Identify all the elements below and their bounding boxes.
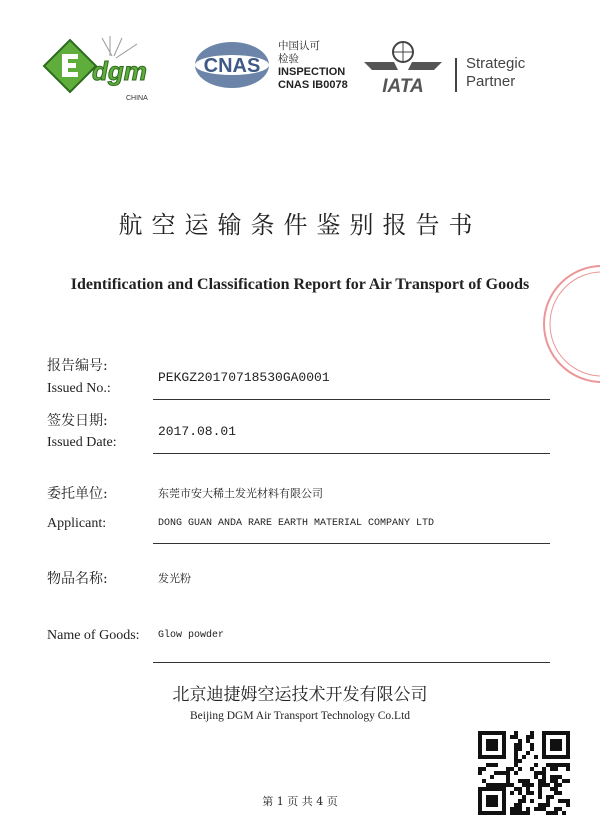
report-title-en: Identification and Classification Report for Air Transport of Goods [70, 276, 530, 293]
iata-logo-text: IATA [382, 76, 424, 96]
partner-line1: Strategic [466, 55, 526, 72]
applicant-underline [153, 543, 550, 544]
iata-logo [362, 40, 444, 96]
goods-label-cn: 物品名称: [47, 571, 108, 587]
cnas-inspection: INSPECTION [278, 66, 346, 78]
company-name-cn: 北京迪捷姆空运技术开发有限公司 [172, 685, 428, 705]
applicant-label-cn: 委托单位: [47, 486, 108, 502]
issued-date-label-cn: 签发日期: [47, 413, 108, 429]
page-number: 第 1 页 共 4 页 [262, 795, 338, 808]
dgm-logo-sub: CHINA [126, 95, 148, 102]
goods-value-cn: 发光粉 [158, 572, 191, 585]
goods-value-en: Glow powder [158, 630, 225, 641]
applicant-value-en: DONG GUAN ANDA RARE EARTH MATERIAL COMPANY LTD [158, 518, 435, 529]
company-name-en: Beijing DGM Air Transport Technology Co.Ltd [189, 710, 411, 722]
report-title-cn: 航空运输条件鉴别报告书 [118, 211, 482, 239]
strategic-partner-text [466, 55, 525, 91]
issued-date-underline [153, 453, 550, 454]
issued-no-label-cn: 报告编号: [47, 358, 108, 374]
partner-line2: Partner [466, 73, 516, 90]
red-stamp [540, 262, 600, 386]
goods-label-en: Name of Goods: [47, 628, 140, 643]
dgm-logo [42, 36, 172, 102]
applicant-label-en: Applicant: [47, 516, 107, 531]
cnas-logo-text: CNAS [203, 55, 261, 77]
cnas-number: CNAS IB0078 [278, 79, 348, 91]
cnas-cn-line1: 中国认可 [278, 40, 320, 52]
qr-code [478, 731, 570, 815]
issued-no-value: PEKGZ20170718530GA0001 [158, 370, 330, 385]
issued-date-label-en: Issued Date: [47, 435, 117, 450]
issued-date-value: 2017.08.01 [158, 424, 237, 439]
issued-no-label-en: Issued No.: [47, 381, 111, 396]
cnas-cn-line2: 检验 [278, 53, 299, 65]
cnas-logo [193, 40, 271, 90]
goods-underline [153, 662, 550, 663]
applicant-value-cn: 东莞市安大稀土发光材料有限公司 [158, 487, 323, 500]
logo-divider [455, 58, 457, 92]
cnas-accreditation-text [278, 40, 348, 92]
dgm-logo-text: dgm [92, 56, 147, 86]
issued-no-underline [153, 399, 550, 400]
